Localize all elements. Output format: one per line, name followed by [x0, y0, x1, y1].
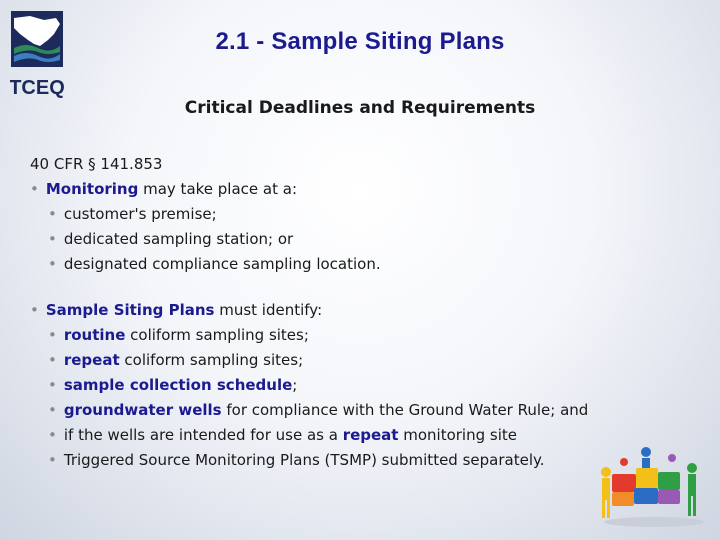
- bullet-marker: •: [48, 230, 57, 248]
- monitoring-keyword: Monitoring: [45, 180, 139, 198]
- list-item: [30, 227, 680, 252]
- tceq-logo: [10, 10, 64, 102]
- list-item: [30, 373, 680, 398]
- list-item-prefix: if the wells are intended for use as a: [63, 426, 343, 444]
- section-subtitle: Critical Deadlines and Requirements: [184, 98, 536, 118]
- spacer: [30, 277, 680, 298]
- list-item-keyword: groundwater wells: [63, 401, 222, 419]
- bullet-marker: •: [48, 451, 57, 469]
- plans-text: must identify:: [214, 301, 323, 319]
- list-item: [30, 448, 680, 473]
- list-item-text: coliform sampling sites;: [125, 326, 309, 344]
- bullet-marker: •: [48, 376, 57, 394]
- bullet-marker: •: [30, 180, 39, 198]
- list-item-keyword: repeat: [63, 351, 120, 369]
- list-item-text: customer's premise;: [63, 205, 217, 223]
- list-item-text: ;: [292, 376, 298, 394]
- list-item-keyword: sample collection schedule: [63, 376, 293, 394]
- list-item-text: for compliance with the Ground Water Rule; and: [221, 401, 589, 419]
- plans-keyword: Sample Siting Plans: [45, 301, 215, 319]
- list-item: [30, 202, 680, 227]
- list-item: [30, 348, 680, 373]
- bullet-marker: •: [30, 301, 39, 319]
- list-item-text: Triggered Source Monitoring Plans (TSMP) submitted separately.: [63, 451, 545, 469]
- bullet-marker: •: [48, 255, 57, 273]
- citation: 40 CFR § 141.853: [30, 155, 163, 173]
- puzzle-people-icon: [594, 438, 712, 528]
- bullet-marker: •: [48, 401, 57, 419]
- monitoring-bullet: [30, 177, 680, 202]
- list-item-text: coliform sampling sites;: [119, 351, 304, 369]
- bullet-marker: •: [48, 426, 57, 444]
- list-item-text: monitoring site: [398, 426, 517, 444]
- list-item: [30, 423, 680, 448]
- list-item-keyword: routine: [63, 326, 126, 344]
- bullet-marker: •: [48, 351, 57, 369]
- page-title: 2.1 - Sample Siting Plans: [215, 28, 505, 55]
- monitoring-text: may take place at a:: [138, 180, 297, 198]
- list-item: [30, 398, 680, 423]
- logo-text: TCEQ: [10, 77, 64, 99]
- list-item-keyword: repeat: [342, 426, 399, 444]
- plans-bullet: [30, 298, 680, 323]
- list-item: [30, 252, 680, 277]
- list-item-text: dedicated sampling station; or: [63, 230, 294, 248]
- bullet-marker: •: [48, 326, 57, 344]
- list-item: [30, 323, 680, 348]
- list-item-text: designated compliance sampling location.: [63, 255, 381, 273]
- slide-body: [30, 152, 680, 473]
- bullet-marker: •: [48, 205, 57, 223]
